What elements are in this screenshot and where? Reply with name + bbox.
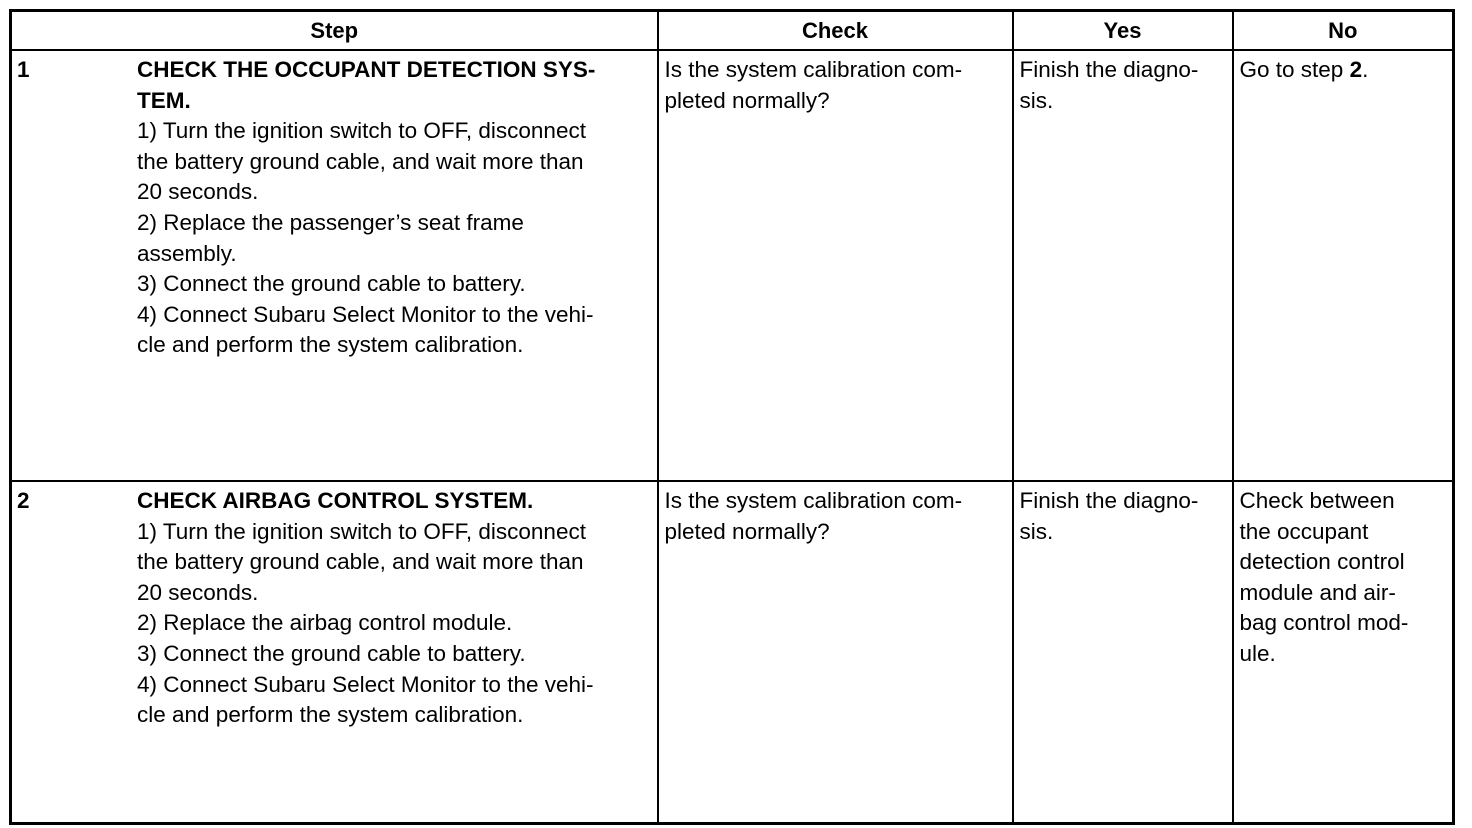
step-instruction-line: 1) Turn the ignition switch to OFF, disconnect bbox=[137, 518, 586, 544]
step-instruction-line: 20 seconds. bbox=[137, 579, 259, 605]
no-line: Check between bbox=[1239, 488, 1395, 513]
no-cell bbox=[1233, 481, 1454, 823]
yes-line: Finish the diagno- bbox=[1019, 57, 1199, 82]
no-line: module and air- bbox=[1239, 579, 1396, 605]
check-cell bbox=[658, 50, 1013, 481]
step-instruction-line: the battery ground cable, and wait more than bbox=[137, 148, 584, 174]
check-line: Is the system calibration com- bbox=[664, 488, 963, 513]
yes-cell bbox=[1013, 481, 1233, 823]
no-step-reference: 2 bbox=[1349, 57, 1363, 82]
step-number: 2 bbox=[17, 488, 30, 513]
header-step: Step bbox=[11, 11, 658, 51]
yes-line: sis. bbox=[1019, 87, 1054, 113]
check-line: pleted normally? bbox=[664, 87, 830, 113]
header-yes: Yes bbox=[1013, 11, 1233, 51]
step-instruction-line: 1) Turn the ignition switch to OFF, disconnect bbox=[137, 118, 586, 144]
step-instruction-line: 4) Connect Subaru Select Monitor to the vehi- bbox=[137, 301, 594, 327]
step-title-line: TEM. bbox=[137, 87, 191, 113]
step-body bbox=[137, 51, 657, 361]
table-header-row bbox=[11, 11, 1454, 51]
step-instruction-line: 4) Connect Subaru Select Monitor to the vehi- bbox=[137, 671, 594, 697]
check-line: pleted normally? bbox=[664, 518, 830, 544]
header-no: No bbox=[1233, 11, 1454, 51]
step-instruction-line: 20 seconds. bbox=[137, 179, 259, 205]
step-instruction-line: 3) Connect the ground cable to battery. bbox=[137, 271, 526, 297]
step-title-line: CHECK THE OCCUPANT DETECTION SYS- bbox=[137, 57, 596, 82]
no-cell bbox=[1233, 50, 1454, 481]
no-line: detection control bbox=[1239, 549, 1405, 575]
step-instruction-line: the battery ground cable, and wait more than bbox=[137, 549, 584, 575]
step-instruction-line: assembly. bbox=[137, 240, 237, 266]
diagnostic-table bbox=[9, 9, 1455, 825]
step-title-line: CHECK AIRBAG CONTROL SYSTEM. bbox=[137, 488, 534, 513]
no-line: ule. bbox=[1239, 640, 1276, 666]
step-instruction-line: cle and perform the system calibration. bbox=[137, 332, 524, 358]
no-suffix: . bbox=[1362, 57, 1369, 82]
step-body bbox=[137, 482, 657, 731]
no-line bbox=[1240, 55, 1447, 86]
step-number: 1 bbox=[17, 57, 30, 82]
no-line: bag control mod- bbox=[1239, 610, 1409, 636]
step-cell bbox=[11, 50, 658, 481]
check-line: Is the system calibration com- bbox=[664, 57, 963, 82]
step-instruction-line: 3) Connect the ground cable to battery. bbox=[137, 640, 526, 666]
step-instruction-line: 2) Replace the airbag control module. bbox=[137, 610, 513, 636]
header-check: Check bbox=[658, 11, 1013, 51]
table-row bbox=[11, 481, 1454, 823]
no-prefix: Go to step bbox=[1239, 57, 1350, 82]
step-instruction-line: 2) Replace the passenger’s seat frame bbox=[137, 209, 524, 235]
step-cell bbox=[11, 481, 658, 823]
yes-cell bbox=[1013, 50, 1233, 481]
yes-line: Finish the diagno- bbox=[1019, 488, 1199, 513]
yes-line: sis. bbox=[1019, 518, 1054, 544]
no-line: the occupant bbox=[1239, 518, 1369, 544]
check-cell bbox=[658, 481, 1013, 823]
step-instruction-line: cle and perform the system calibration. bbox=[137, 702, 524, 728]
table-row bbox=[11, 50, 1454, 481]
